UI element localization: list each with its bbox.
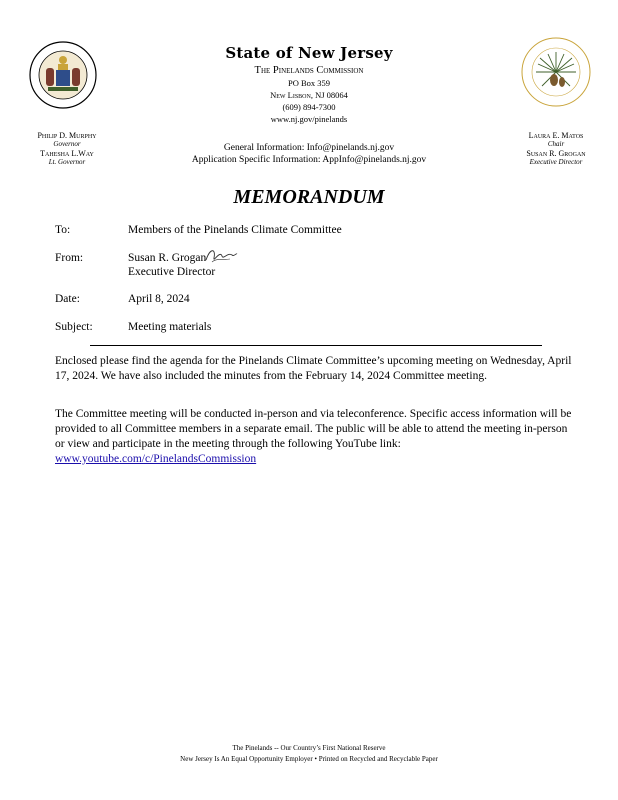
- executive-director-name: Susan R. Grogan: [526, 149, 586, 158]
- lt-governor-name: Tahesha L.Way: [40, 149, 94, 158]
- website: www.nj.gov/pinelands: [270, 114, 348, 124]
- memo-title: MEMORANDUM: [233, 186, 385, 208]
- state-title: State of New Jersey: [225, 44, 393, 62]
- from-name: Susan R. Grogan: [128, 252, 207, 264]
- footer-tagline: The Pinelands -- Our Country’s First National Reserve: [232, 744, 386, 752]
- city-address: New Lisbon, NJ 08064: [270, 90, 348, 100]
- phone-number: (609) 894-7300: [282, 102, 336, 112]
- application-info: Application Specific Information: AppInfo@pinelands.nj.gov: [191, 155, 427, 165]
- date-label: Date:: [55, 293, 80, 305]
- footer-employer-note: New Jersey Is An Equal Opportunity Employer • Printed on Recycled and Recyclable Paper: [180, 755, 438, 763]
- executive-director-role: Executive Director: [529, 158, 583, 166]
- from-title: Executive Director: [128, 266, 216, 278]
- youtube-link[interactable]: www.youtube.com/c/PinelandsCommission: [55, 453, 257, 465]
- governor-name: Philip D. Murphy: [37, 131, 97, 140]
- chair-name: Laura E. Matos: [528, 131, 584, 140]
- subject-value: Meeting materials: [128, 321, 212, 333]
- commission-name: The Pinelands Commission: [254, 65, 364, 76]
- general-info: General Information: Info@pinelands.nj.gov: [223, 143, 395, 153]
- chair-role: Chair: [547, 140, 565, 148]
- to-label: To:: [55, 224, 71, 236]
- to-value: Members of the Pinelands Climate Committee: [128, 224, 342, 236]
- lt-governor-role: Lt. Governor: [48, 158, 86, 166]
- po-box: PO Box 359: [287, 78, 331, 88]
- subject-label: Subject:: [55, 321, 93, 333]
- memo-divider: [90, 345, 542, 346]
- body-paragraph-2-text: The Committee meeting will be conducted in-person and via teleconference. Specific access information will be provided to all Committee members in a separate email. The public will be able to attend the meeting in-person or view and participate in the meeting through the following YouTube link:: [55, 408, 572, 450]
- date-value: April 8, 2024: [128, 293, 190, 305]
- governor-role: Governor: [53, 140, 81, 148]
- body-paragraph-2: [55, 407, 575, 467]
- from-label: From:: [55, 252, 84, 264]
- body-paragraph-1: Enclosed please find the agenda for the Pinelands Climate Committee’s upcoming meeting on Wednesday, April 17, 2024. We have also included the minutes from the February 14, 2024 Committee meeting.: [55, 355, 572, 382]
- signature-icon: [204, 246, 238, 266]
